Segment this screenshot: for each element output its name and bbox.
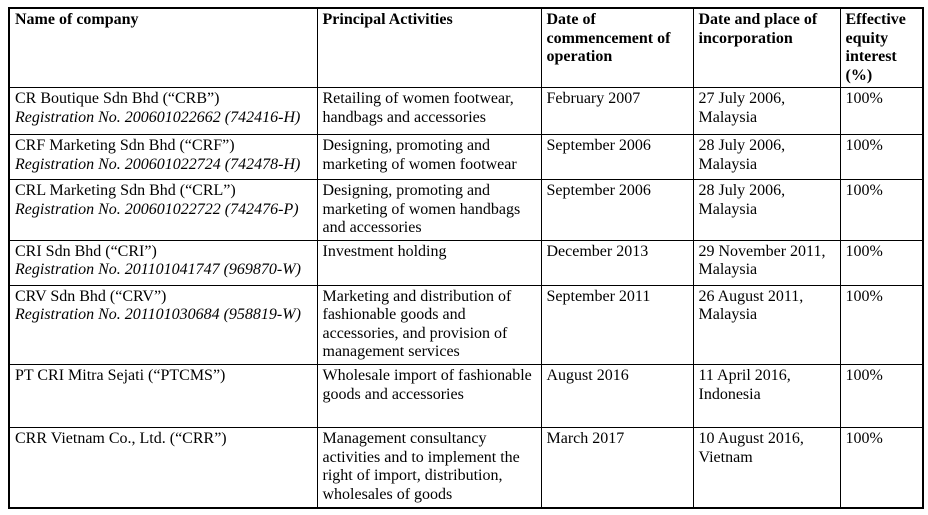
incorporation-cell: 29 November 2011, Malaysia [693, 240, 840, 285]
company-name: CRI Sdn Bhd (“CRI”) [15, 242, 157, 260]
incorporation-cell: 28 July 2006, Malaysia [693, 135, 840, 180]
company-name-cell [9, 135, 317, 180]
table-header-row [9, 8, 923, 88]
table-row [9, 180, 923, 241]
commencement-date-cell: February 2007 [541, 88, 693, 135]
equity-interest-cell: 100% [840, 240, 923, 285]
table-row [9, 240, 923, 285]
company-name: CRR Vietnam Co., Ltd. (“CRR”) [15, 430, 227, 448]
table-row [9, 365, 923, 428]
equity-interest-cell: 100% [840, 365, 923, 428]
registration-number: Registration No. 201101041747 (969870-W) [15, 261, 301, 279]
registration-number: Registration No. 200601022724 (742478-H) [15, 155, 301, 173]
registration-number: Registration No. 201101030684 (958819-W) [15, 306, 301, 324]
principal-activities-cell: Management consultancy activities and to implement the right of import, distribution, wholesales of goods [317, 428, 541, 508]
table-row [9, 285, 923, 364]
company-name: CR Boutique Sdn Bhd (“CRB”) [15, 90, 220, 108]
principal-activities-cell: Investment holding [317, 240, 541, 285]
column-header-date-place-incorporation: Date and place of incorporation [693, 8, 840, 88]
company-name-cell [9, 428, 317, 508]
incorporation-cell: 28 July 2006, Malaysia [693, 180, 840, 241]
commencement-date-cell: September 2006 [541, 135, 693, 180]
principal-activities-cell: Designing, promoting and marketing of women handbags and accessories [317, 180, 541, 241]
equity-interest-cell: 100% [840, 135, 923, 180]
incorporation-cell: 27 July 2006, Malaysia [693, 88, 840, 135]
column-header-date-of-commencement: Date of commencement of operation [541, 8, 693, 88]
registration-number: Registration No. 200601022662 (742416-H) [15, 108, 301, 126]
commencement-date-cell: December 2013 [541, 240, 693, 285]
equity-interest-cell: 100% [840, 180, 923, 241]
table-row [9, 135, 923, 180]
company-name-cell [9, 285, 317, 364]
company-name-cell [9, 365, 317, 428]
company-name-cell [9, 180, 317, 241]
company-name-cell [9, 88, 317, 135]
principal-activities-cell: Retailing of women footwear, handbags and accessories [317, 88, 541, 135]
principal-activities-cell: Wholesale import of fashionable goods and accessories [317, 365, 541, 428]
incorporation-cell: 26 August 2011, Malaysia [693, 285, 840, 364]
company-name: PT CRI Mitra Sejati (“PTCMS”) [15, 367, 226, 385]
principal-activities-cell: Designing, promoting and marketing of women footwear [317, 135, 541, 180]
equity-interest-cell: 100% [840, 428, 923, 508]
column-header-effective-equity-interest: Effective equity interest (%) [840, 8, 923, 88]
table-row [9, 428, 923, 508]
column-header-principal-activities: Principal Activities [317, 8, 541, 88]
incorporation-cell: 10 August 2016, Vietnam [693, 428, 840, 508]
commencement-date-cell: August 2016 [541, 365, 693, 428]
subsidiaries-table [8, 7, 924, 509]
company-name: CRL Marketing Sdn Bhd (“CRL”) [15, 182, 236, 200]
principal-activities-cell: Marketing and distribution of fashionable goods and accessories, and provision of management services [317, 285, 541, 364]
table-row [9, 88, 923, 135]
company-name-cell [9, 240, 317, 285]
company-name: CRF Marketing Sdn Bhd (“CRF”) [15, 137, 235, 155]
column-header-name-of-company: Name of company [9, 8, 317, 88]
equity-interest-cell: 100% [840, 88, 923, 135]
commencement-date-cell: September 2011 [541, 285, 693, 364]
incorporation-cell: 11 April 2016, Indonesia [693, 365, 840, 428]
commencement-date-cell: March 2017 [541, 428, 693, 508]
equity-interest-cell: 100% [840, 285, 923, 364]
company-name: CRV Sdn Bhd (“CRV”) [15, 287, 167, 305]
registration-number: Registration No. 200601022722 (742476-P) [15, 200, 299, 218]
commencement-date-cell: September 2006 [541, 180, 693, 241]
